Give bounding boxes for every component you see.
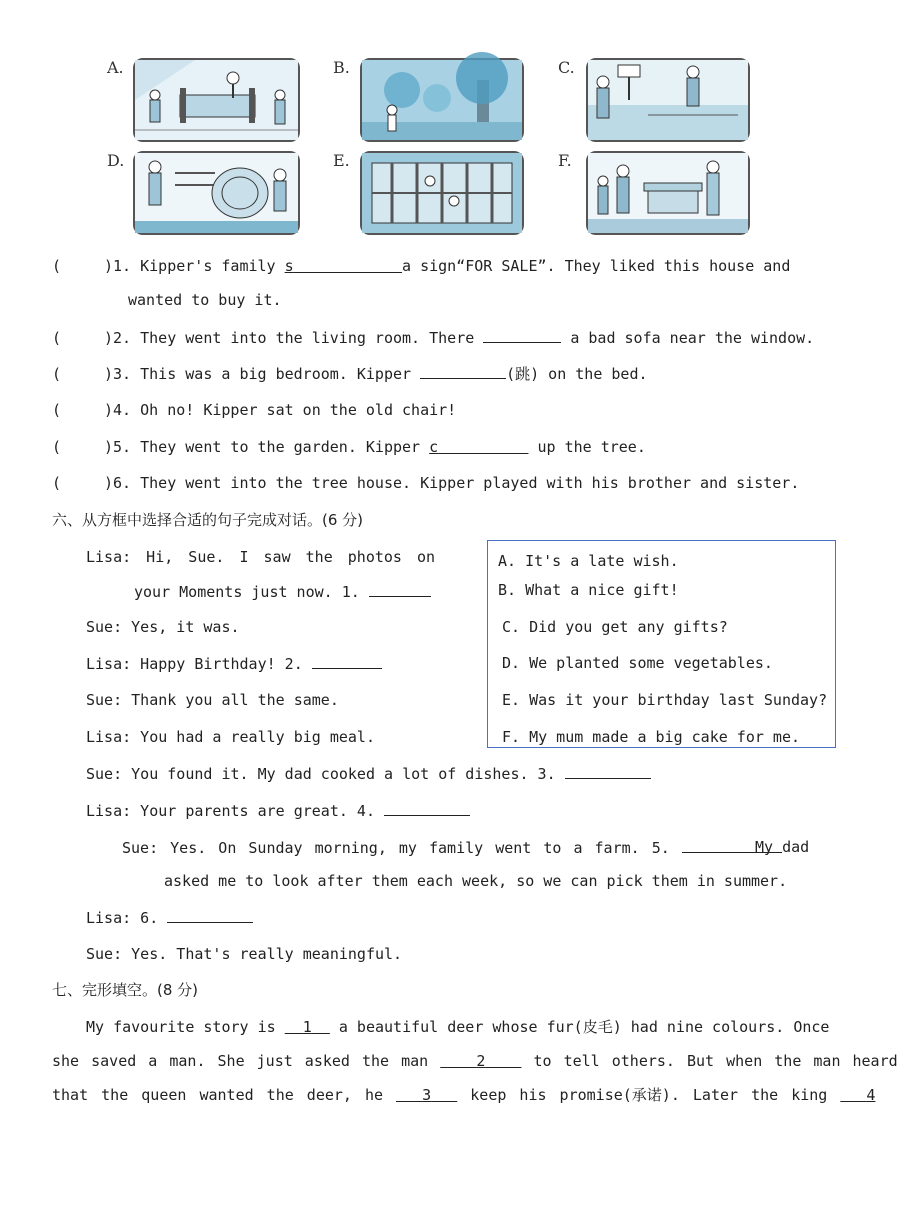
cloze-line-3: that the queen wanted the deer, he 3 keep his promise(承诺). Later the king 4 xyxy=(52,1086,876,1104)
matching-item-1-continued: wanted to buy it. xyxy=(128,291,282,309)
answer-blank[interactable] xyxy=(483,327,561,343)
dialog-line-2: Sue: Yes, it was. xyxy=(86,618,240,636)
matching-item-6: ( )6. They went into the tree house. Kipper played with his brother and sister. xyxy=(52,474,800,492)
matching-item-3: ( )3. This was a big bedroom. Kipper (跳) on the bed. xyxy=(52,365,648,383)
dialog-line-3: Lisa: Happy Birthday! 2. xyxy=(86,653,382,674)
broken-chair-scene-icon xyxy=(133,151,300,235)
dialog-line-9: Lisa: 6. xyxy=(86,907,253,928)
living-room-scene-icon xyxy=(586,151,750,235)
dialog-blank-6[interactable] xyxy=(167,907,253,923)
cloze-blank-4[interactable]: 4 xyxy=(866,1086,876,1104)
option-d: D. We planted some vegetables. xyxy=(502,654,773,672)
garden-tree-scene-icon xyxy=(360,58,524,142)
picture-label-d: D. xyxy=(107,151,125,170)
cloze-blank-1[interactable]: 1 xyxy=(302,1018,312,1036)
dialog-line-8: Sue: Yes. On Sunday morning, my family went to a farm. 5. xyxy=(122,837,782,858)
cloze-line-2: she saved a man. She just asked the man 2 to tell others. But when the man heard xyxy=(52,1052,898,1070)
answer-blank[interactable]: c xyxy=(429,438,439,456)
dialog-blank-3[interactable] xyxy=(565,763,651,779)
picture-label-f: F. xyxy=(558,151,572,170)
dialog-line-10: Sue: Yes. That's really meaningful. xyxy=(86,945,403,963)
picture-label-e: E. xyxy=(333,151,350,170)
picture-label-a: A. xyxy=(107,58,124,77)
dialog-line-4: Sue: Thank you all the same. xyxy=(86,691,339,709)
for-sale-sign-scene-icon xyxy=(586,58,750,142)
answer-blank[interactable]: s xyxy=(284,257,294,275)
cloze-blank-2[interactable]: 2 xyxy=(476,1052,486,1070)
dialog-blank-4[interactable] xyxy=(384,800,470,816)
matching-item-1: ( )1. Kipper's family s a sign“FOR SALE”. They liked this house and xyxy=(52,257,791,275)
options-box xyxy=(487,540,836,748)
matching-item-4: ( )4. Oh no! Kipper sat on the old chair! xyxy=(52,401,457,419)
dialog-line-7: Lisa: Your parents are great. 4. xyxy=(86,800,470,821)
dialog-blank-1[interactable] xyxy=(369,581,431,597)
dialog-line-1-continued: your Moments just now. 1. xyxy=(134,581,431,602)
option-a: A. It's a late wish. xyxy=(498,552,679,570)
matching-item-2: ( )2. They went into the living room. There a bad sofa near the window. xyxy=(52,329,815,347)
picture-label-b: B. xyxy=(333,58,350,77)
cloze-blank-3[interactable]: 3 xyxy=(422,1086,432,1104)
dialog-line-8-continued: asked me to look after them each week, so we can pick them in summer. xyxy=(164,872,788,890)
tree-house-scene-icon xyxy=(360,151,524,235)
option-f: F. My mum made a big cake for me. xyxy=(502,728,801,746)
section-7-title: 七、完形填空。(8 分) xyxy=(52,981,199,999)
option-c: C. Did you get any gifts? xyxy=(502,618,728,636)
cloze-line-1: My favourite story is 1 a beautiful deer whose fur(皮毛) had nine colours. Once xyxy=(86,1018,830,1036)
option-e: E. Was it your birthday last Sunday? xyxy=(502,691,828,709)
picture-label-c: C. xyxy=(558,58,575,77)
answer-blank[interactable] xyxy=(420,363,506,379)
dialog-line-5: Lisa: You had a really big meal. xyxy=(86,728,375,746)
dialog-line-1: Lisa: Hi, Sue. I saw the photos on xyxy=(86,548,436,566)
option-b: B. What a nice gift! xyxy=(498,581,679,599)
matching-item-5: ( )5. They went to the garden. Kipper c up the tree. xyxy=(52,438,646,456)
bedroom-scene-icon xyxy=(133,58,300,142)
section-6-title: 六、从方框中选择合适的句子完成对话。(6 分) xyxy=(52,511,364,529)
dialog-line-6: Sue: You found it. My dad cooked a lot of dishes. 3. xyxy=(86,763,651,784)
dialog-line-8-end: My dad xyxy=(755,838,810,856)
dialog-blank-2[interactable] xyxy=(312,653,382,669)
